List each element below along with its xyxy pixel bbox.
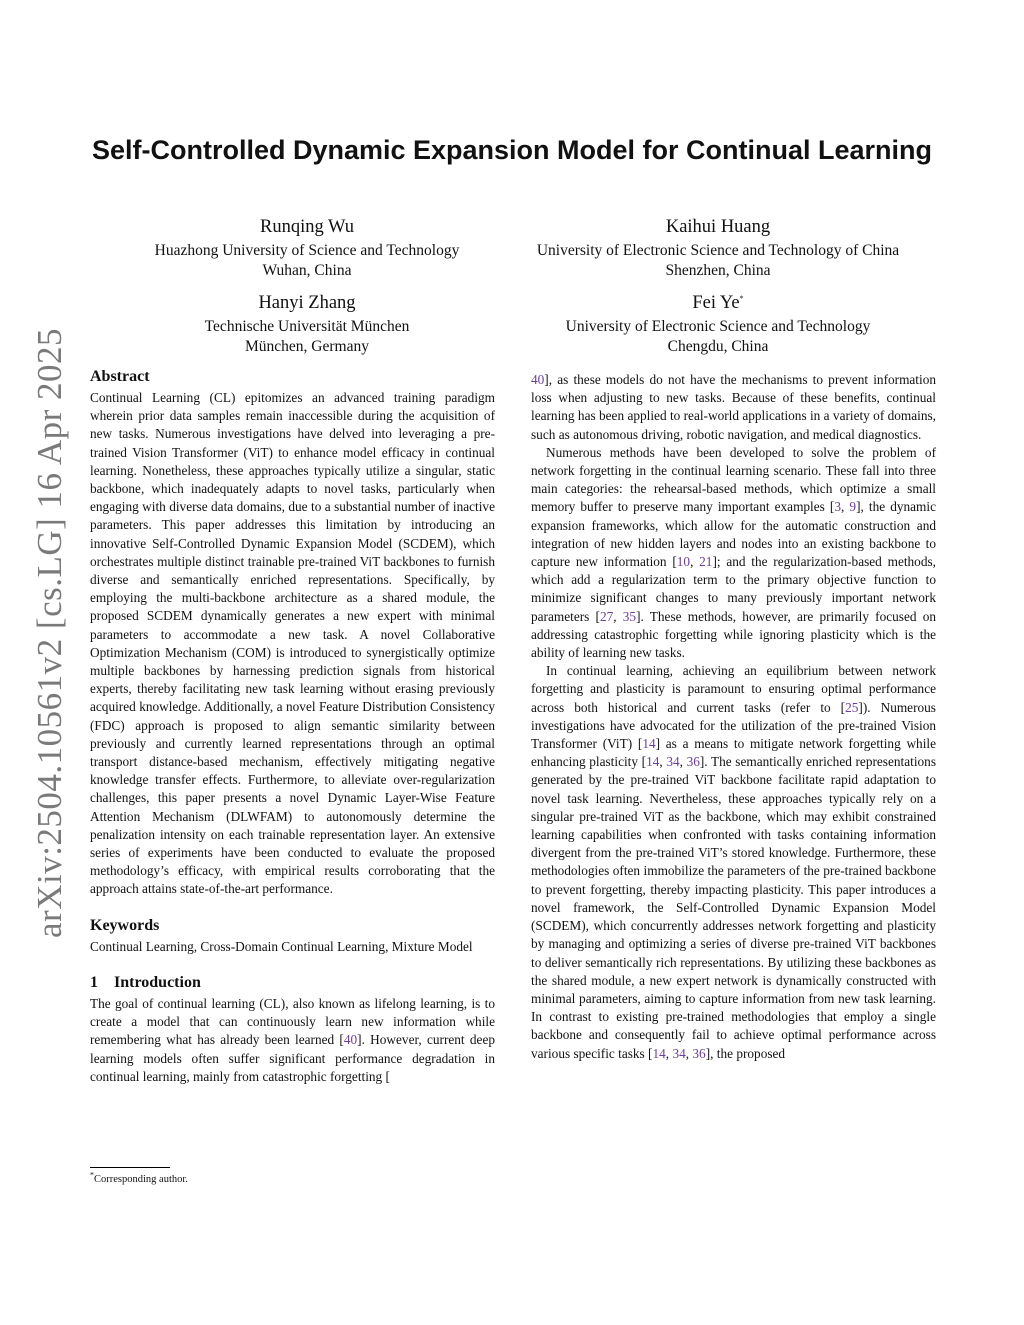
citation-link[interactable]: 14 [642,736,656,752]
author-location: Chengdu, China [667,338,769,355]
citation-link[interactable]: 40 [531,372,545,387]
author-block [498,292,938,357]
author-location: Shenzhen, China [665,262,771,279]
footnote-text: Corresponding author. [94,1174,188,1185]
corresponding-mark: * [739,293,744,303]
paper-title: Self-Controlled Dynamic Expansion Model for Continual Learning [91,135,933,165]
citation-link[interactable]: 14 [652,1045,666,1061]
footnote-mark: * [90,1170,94,1180]
abstract-text: Continual Learning (CL) epitomizes an advanced training paradigm wherein prior data samples remain inaccessible during the acquisition of new tasks. Numerous investigations have delved into leveraging a pre-trained Vision Transformer (ViT) to enhance model efficacy in continual learning. Nonetheless, these approaches typically utilize a singular, static backbone, which inadequately adapts to novel tasks, particularly when engaging with diverse data domains, due to a substantial number of inactive parameters. This paper addresses this limitation by introducing an innovative Self-Controlled Dynamic Expansion Model (SCDEM), which orchestrates multiple distinct trainable pre-trained ViT backbones to furnish diverse and semantically enriched representations. Specifically, by employing the multi-backbone architecture as a shared module, the proposed SCDEM dynamically generates a new expert with minimal parameters to accommodate a new task. A novel Collaborative Optimization Mechanism (COM) is introduced to synergistically optimize multiple backbones by harnessing prediction signals from historical experts, thereby facilitating new task learning without erasing previously acquired knowledge. Additionally, a novel Feature Distribution Consistency (FDC) approach is proposed to align semantic similarity between previously and currently learned representations through an optimal transport distance-based mechanism, effectively mitigating negative knowledge transfer effects. Furthermore, to alleviate over-regularization challenges, this paper presents a novel Dynamic Layer-Wise Feature Attention Mechanism (DLWFAM) to autonomously determine the penalization intensity on each trainable representation layer. An extensive series of experiments have been conducted to evaluate the proposed methodology’s efficacy, with empirical results corroborating that the approach attains state-of-the-art performance. [90,390,495,897]
citation-link[interactable]: 36 [692,1045,706,1061]
intro-paragraph-1-cont: 40], as these models do not have the mechanisms to prevent information loss when adjusting to new tasks. Because of these benefits, continual learning has been applied to real-world applications in a variety of domains, such as autonomous driving, robotic navigation, and medical diagnostics. [531,372,936,442]
left-column [90,367,495,1086]
author-block [87,292,527,357]
citation-link[interactable]: 21 [699,554,713,570]
keywords-heading: Keywords [90,916,160,934]
introduction-heading [90,973,495,993]
section-number: 1 [90,973,98,991]
author-affiliation: University of Electronic Science and Technology [565,318,871,335]
footnote-divider [90,1167,170,1168]
author-block [498,216,938,281]
abstract-heading: Abstract [90,368,150,385]
citation-link[interactable]: 27 [599,608,614,624]
intro-paragraph-3: In continual learning, achieving an equilibrium between network forgetting and plasticity is paramount to ensuring optimal performance across both historical and current tasks (refer to [25]). Numerous investigations have advocated for the utilization of the pre-trained Vision Transformer (ViT) [14] as a means to mitigate network forgetting while enhancing plasticity [14, 34, 36]. The semantically enriched representations generated by the pre-trained ViT backbone facilitate rapid adaptation to novel task learning. Nevertheless, these approaches typically rely on a singular pre-trained ViT as the backbone, which may exhibit constrained learning capabilities when confronted with tasks containing information divergent from the pre-trained ViT’s stored knowledge. Furthermore, these methodologies often immobilize the parameters of the pre-trained backbone to prevent forgetting, thereby impacting plasticity. This paper introduces a novel framework, the Self-Controlled Dynamic Expansion Model (SCDEM), which concurrently addresses network forgetting and plasticity by managing and optimizing a series of diverse pre-trained ViT backbones to deliver semantically rich representations. By utilizing these backbones as the shared module, a new expert network is dynamically constructed with minimal parameters, aiming to capture information from new task learning. In contrast to existing pre-trained methodologies that employ a single backbone and consequently fail to achieve optimal performance across various specific tasks [14, 34, 36], the proposed [531,663,936,1061]
author-name: Kaihui Huang [665,217,771,237]
author-affiliation: University of Electronic Science and Technology of China [536,242,900,259]
citation-link[interactable]: 34 [666,754,680,770]
citation-link[interactable]: 40 [343,1032,358,1048]
keywords-text: Continual Learning, Cross-Domain Continual Learning, Mixture Model [90,938,473,954]
right-column [531,371,936,1063]
citation-link[interactable]: 9 [849,499,857,515]
footnote [90,1170,188,1187]
citation-link[interactable]: 25 [845,699,859,715]
author-block [87,216,527,281]
author-location: München, Germany [245,338,369,355]
citation-link[interactable]: 35 [622,608,637,624]
author-name: Hanyi Zhang [258,293,356,313]
citation-link[interactable]: 14 [646,754,660,770]
citation-link[interactable]: 36 [686,754,700,770]
author-affiliation: Huazhong University of Science and Technology [154,242,460,259]
arxiv-identifier: arXiv:2504.10561v2 [cs.LG] 16 Apr 2025 [30,327,69,938]
citation-link[interactable]: 34 [672,1045,686,1061]
citation-link[interactable]: 10 [676,554,691,570]
author-location: Wuhan, China [262,262,352,279]
author-name: Fei Ye* [692,293,744,313]
intro-paragraph-2: Numerous methods have been developed to solve the problem of network forgetting in the continual learning scenario. These fall into three main categories: the rehearsal-based methods, which optimize a small memory buffer to preserve many important examples [3, 9], the dynamic expansion frameworks, which allow for the automatic construction and integration of new hidden layers and nodes into an existing backbone to capture new information [10, 21]; and the regularization-based methods, which add a regularization term to the primary objective function to minimize significant changes to many previously important network parameters [27, 35]. These methods, however, are primarily focused on addressing catastrophic forgetting while ignoring plasticity which is the ability of learning new tasks. [531,444,936,661]
author-name: Runqing Wu [260,217,354,237]
author-affiliation: Technische Universität München [204,318,410,335]
section-title: Introduction [114,973,201,991]
citation-link[interactable]: 3 [834,499,841,515]
intro-paragraph-1: The goal of continual learning (CL), also known as lifelong learning, is to create a model that can continuously learn new information while remembering what has already been learned [40]. However, current deep learning models often suffer significant performance degradation in continual learning, mainly from catastrophic forgetting [ [90,995,495,1084]
